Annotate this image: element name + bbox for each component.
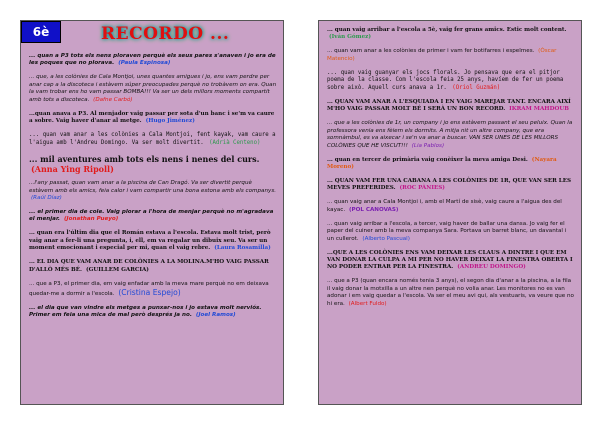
entry-author: (ANDREU DOMINGO) xyxy=(457,264,526,271)
entry-text: ... que a P3, el primer dia, em vaig enfadar amb la meva mare perquè no em deixava quedar-me a dormir a l'escola. xyxy=(29,280,269,297)
entry-author: IKRAM MAHDOUB xyxy=(509,106,569,113)
page-title: RECORDO ... xyxy=(101,24,230,44)
entry-text: ... quan era l'últim dia que el Román estava a l'escola. Estava molt trist, però vaig anar a fer-li una pregunta, i, ell, em va regalar un dibuix seu. Va ser un moment emocionant i especial per mi, quan el vaig rebre. xyxy=(29,230,271,252)
entry xyxy=(327,221,575,243)
entry xyxy=(327,250,575,272)
entry-text: ...quan anava a P3. Al menjador vaig passar per sota d'un banc i se'm va caure a sobre. Vaig haver d'anar al metge. xyxy=(29,110,275,125)
entry-text: ...l'any passat, quan vam anar a la piscina de Can Dragó. Va ser divertit perquè estàvem amb els amics, feia calor i vam compartir una bona estona amb els companys. xyxy=(29,180,277,194)
left-entries xyxy=(29,53,277,326)
entry-text: ... que a les colònies de 1r, un company i jo ens estàvem passant el seu peluix. Quan la professora venia ens fèiem els dormits. A mitja nit un altre company, que era somnàmbul, es va aixecar i se'n va anar a buscar. VAN SER UNES DE LES MILLORS COLÒNIES QUE HE VISCUT!!! xyxy=(327,120,573,149)
entry xyxy=(327,70,575,93)
entry xyxy=(29,180,277,202)
entry-author: (Joel Ramos) xyxy=(195,312,236,319)
entry xyxy=(29,209,277,224)
entry-author: (Lia Pablos) xyxy=(411,142,445,149)
entry-text: ... quan en tercer de primària vaig conèixer la meva amiga Desi. xyxy=(327,156,528,163)
entry-author: (POL CANOVAS) xyxy=(348,206,399,213)
entry-text: ...QUE A LES COLÒNIES ENS VAM DEIXAR LES CLAUS A DINTRE I QUE EM VAN DONAR LA CULPA A MI PER NO HAVER DEIXAT LA FINESTRA OBERTA I NO PODER ENTRAR PER LA FINESTRA. xyxy=(327,249,573,271)
entry-author: (Adrià Centeno) xyxy=(209,139,261,146)
entry xyxy=(29,305,277,320)
entry-author: (ROC PÀNIES) xyxy=(399,185,445,192)
entry-text: ... el dia que van vindre els metges a punxar-nos i jo estava molt nerviós. Primer em feia una mica de mal però després ja no. xyxy=(29,304,262,319)
entry-text: ... quan a P3 tots els nens ploraven perquè els seus pares s'anaven i jo era de les poques que no plorava. xyxy=(29,53,276,67)
entry xyxy=(327,157,575,172)
entry-author: (Nayara Moreno) xyxy=(327,156,557,171)
entry-text: ... QUAN VAM ANAR A L'ESQUIADA I EN VAIG MAREJAR TANT. ENCARA AIXÍ M'HO VAIG PASSAR MOLT BÉ I SERÀ UN BON RECORD. xyxy=(327,98,571,113)
entry-author: (Jonathan Pueyo) xyxy=(64,216,119,223)
entry-author: (Hugo Jiménez) xyxy=(145,118,195,125)
entry-author: (Dafne Carbó) xyxy=(93,96,133,103)
entry-author: (Cristina Espejo) xyxy=(118,287,181,297)
right-entries xyxy=(327,27,575,315)
entry-text: ... QUAN VAM FER UNA CABANA A LES COLÒNIES DE 1R, QUE VAN SER LES MEVES PREFERIDES. xyxy=(327,177,572,192)
entry-text: ... quan vaig arribar a l'escola a 5è, vaig fer grans amics. Estic molt content. xyxy=(327,27,567,33)
entry xyxy=(327,27,575,42)
entry xyxy=(29,154,277,174)
entry-text: ... que, a les colònies de Cala Montjoi, unes quantes amigues i jo, ens vam perdre per anar cap a la discoteca i estàvem súper preocupades perquè no trobàvem on era. Quan la vam trobar ens ho vam passar BOMBA!!! Va ser un dels millors moments compartit amb tots a discoteca. xyxy=(29,74,277,103)
entry xyxy=(29,281,277,299)
entry xyxy=(327,48,575,63)
entry-author: (Anna Ying Ripoll) xyxy=(31,163,114,174)
entry-text: ... EL DIA QUE VAM ANAR DE COLÒNIES A LA MOLINA.M'HO VAIG PASSAR D'ALLÒ MÉS BÉ. xyxy=(29,259,269,273)
entry-author: (Paula Espinosa) xyxy=(118,60,171,67)
grade-badge: 6è xyxy=(21,21,61,43)
entry xyxy=(327,120,575,150)
entry-author: (Raúl Díaz) xyxy=(31,195,62,202)
entry-text: ... quan vam anar a les colònies a Cala Montjoi, fent kayak, vam caure a l'aigua amb l'Andreu Domingo. Va ser molt divertit. xyxy=(29,132,276,146)
entry-author: (Òscar Matencio) xyxy=(327,48,557,62)
entry xyxy=(327,199,575,214)
entry xyxy=(29,74,277,104)
entry-text: ... el primer dia de cole. Vaig plorar a l'hora de menjar perquè no m'agradava el menjar. xyxy=(29,208,274,223)
entry-text: ... que a P3 (quan encara només tenia 3 anys), el segon dia d'anar a la piscina, a la fila il vaig donar la motxilla a un altre nen perquè no volia anar. Les monitores no es van adonar i em vaig quedar a l'escola. Va ser el meu avi qui, als vestuaris, va veure que no hi era. xyxy=(327,278,574,307)
entry-text: ... quan vaig arribar a l'escola, a tercer, vaig haver de ballar una dansa. Jo vaig fer el paper del cuiner amb la meva companya Sara. Portava un barret blanc, un davantal i un cullerot. xyxy=(327,220,567,242)
entry xyxy=(327,278,575,308)
entry xyxy=(327,178,575,193)
entry xyxy=(29,53,277,68)
entry-text: ... quan vam anar a les colònies de primer i vam fer botifarres i espelmes. xyxy=(327,48,535,55)
entry-author: (Laura Rosamilla) xyxy=(214,245,271,252)
entry-text: ... quan vaig anar a Cala Montjoi i, amb el Martí de sisè, vaig caure a l'aigua des del kayac. xyxy=(327,199,562,213)
left-page xyxy=(20,20,284,405)
entry-text: ... mil aventures amb tots els nens i nenes del curs. xyxy=(29,153,260,164)
entry-author: (Iván Gómez) xyxy=(329,34,371,41)
entry-author: (Albert Fuldo) xyxy=(348,300,387,307)
entry xyxy=(327,99,575,114)
entry-text: ... quan vaig guanyar els jocs florals. Jo pensava que era el pitjor poema de la classe. Com l'escola feia 25 anys, havíem de fer un poema sobre això. Aquell curs anava a 1r. xyxy=(327,69,564,91)
entry xyxy=(29,132,277,147)
entry-author: (GUILLEM GARCIA) xyxy=(85,266,149,273)
entry xyxy=(29,259,277,274)
right-page xyxy=(318,20,582,405)
entry xyxy=(29,230,277,252)
entry-author: (Alberto Pascual) xyxy=(362,235,410,242)
entry-author: (Oriol Guzmán) xyxy=(452,84,501,91)
entry xyxy=(29,111,277,126)
